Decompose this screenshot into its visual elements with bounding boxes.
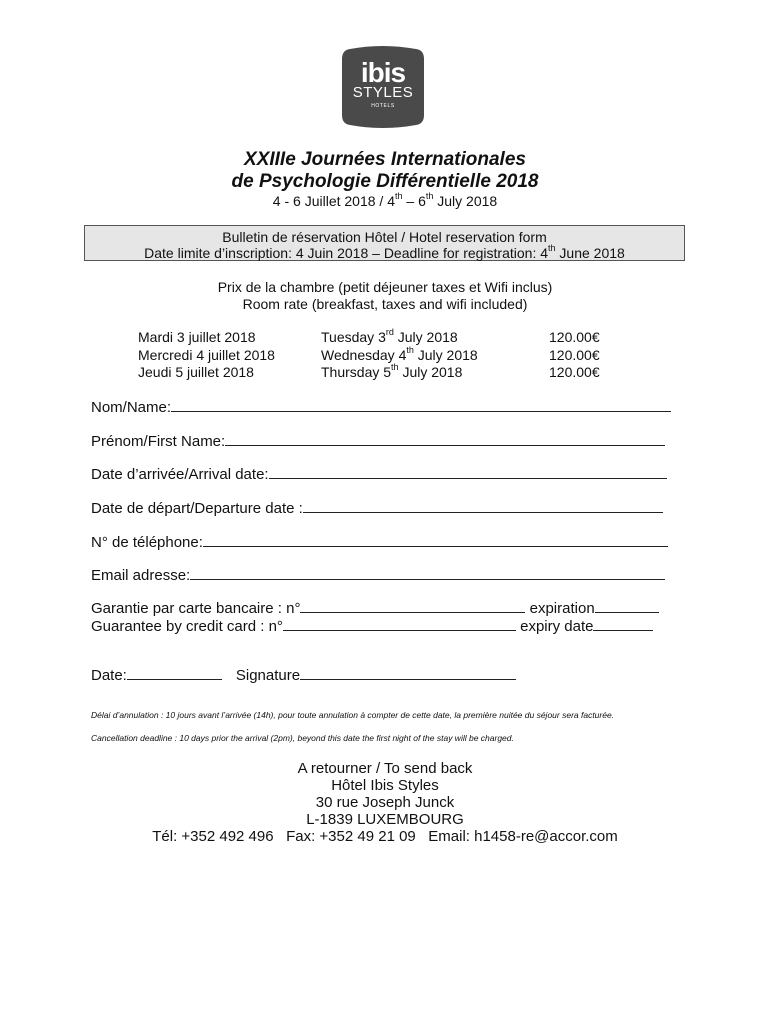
expiry-date-input-line[interactable] <box>593 616 653 631</box>
credit-card-en-field <box>91 616 653 636</box>
phone-input-line[interactable] <box>203 532 668 547</box>
rate-row <box>138 329 618 347</box>
rate-date-en: Wednesday 4th July 2018 <box>321 344 478 363</box>
first-name-input-line[interactable] <box>225 431 665 446</box>
banner-title: Bulletin de réservation Hôtel / Hotel reservation form <box>222 229 547 245</box>
rate-date-en: Tuesday 3rd July 2018 <box>321 327 458 345</box>
banner-deadline: Date limite d’inscription: 4 Juin 2018 – Deadline for registration: 4th June 2018 <box>144 243 625 261</box>
credit-card-fr-field <box>91 598 659 618</box>
reservation-banner <box>84 225 685 261</box>
email-field <box>91 565 665 585</box>
arrival-date-input-line[interactable] <box>269 464 667 479</box>
document-title-line1: XXIIIe Journées Internationales <box>244 149 526 170</box>
rates-table <box>138 329 618 382</box>
expiration-input-line[interactable] <box>595 598 659 613</box>
logo-tag-text: HOTELS <box>371 103 395 109</box>
rate-price: 120.00€ <box>549 346 600 363</box>
date-signature-row <box>91 665 516 685</box>
logo-brand-text: ibis <box>360 57 406 88</box>
rate-date-fr: Mardi 3 juillet 2018 <box>138 329 256 345</box>
rate-row <box>138 344 618 365</box>
document-title-line2: de Psychologie Différentielle 2018 <box>231 171 539 192</box>
departure-date-label: Date de départ/Departure date : <box>91 500 303 517</box>
credit-card-fr-label: Garantie par carte bancaire : n° <box>91 600 301 617</box>
rate-price: 120.00€ <box>549 364 600 380</box>
hotel-contact: Tél: +352 492 496 Fax: +352 49 21 09 Email: h1458-re@accor.com <box>152 828 618 845</box>
arrival-date-field <box>91 464 667 484</box>
email-label: Email adresse: <box>91 567 191 584</box>
hotel-city: L-1839 LUXEMBOURG <box>306 811 464 828</box>
email-input-line[interactable] <box>190 565 665 580</box>
rate-row <box>138 364 618 382</box>
event-dates: 4 - 6 Juillet 2018 / 4th – 6th July 2018 <box>272 191 498 209</box>
phone-label: N° de téléphone: <box>91 534 203 551</box>
rate-date-en: Thursday 5th July 2018 <box>321 362 463 380</box>
cancellation-note-fr: Délai d’annulation : 10 jours avant l’arrivée (14h), pour toute annulation à compter de cette date, la première nuitée du séjour sera facturée. <box>91 710 615 720</box>
hotel-name: Hôtel Ibis Styles <box>331 777 439 794</box>
logo-sub-text: STYLES <box>352 84 414 101</box>
room-rate-en: Room rate (breakfast, taxes and wifi included) <box>242 296 528 312</box>
credit-card-number-line[interactable] <box>300 598 525 613</box>
return-instruction: A retourner / To send back <box>297 760 473 777</box>
date-label: Date: <box>91 667 127 684</box>
rate-date-fr: Jeudi 5 juillet 2018 <box>138 364 254 380</box>
credit-card-en-label: Guarantee by credit card : n° <box>91 618 283 635</box>
ibis-styles-logo <box>340 45 426 129</box>
hotel-street: 30 rue Joseph Junck <box>315 794 455 811</box>
arrival-date-label: Date d’arrivée/Arrival date: <box>91 466 269 483</box>
expiration-label: expiration <box>525 600 595 617</box>
phone-field <box>91 532 668 552</box>
signature-label: Signature <box>235 667 301 684</box>
name-input-line[interactable] <box>171 397 671 412</box>
departure-date-field <box>91 498 663 518</box>
first-name-label: Prénom/First Name: <box>91 433 226 450</box>
rate-price: 120.00€ <box>549 329 600 345</box>
expiry-date-label: expiry date <box>515 618 594 635</box>
first-name-field <box>91 431 665 451</box>
departure-date-input-line[interactable] <box>303 498 663 513</box>
date-input-line[interactable] <box>127 665 222 680</box>
room-rate-fr: Prix de la chambre (petit déjeuner taxes et Wifi inclus) <box>217 279 553 295</box>
name-field <box>91 397 671 417</box>
rate-date-fr: Mercredi 4 juillet 2018 <box>138 346 275 363</box>
cancellation-note-en: Cancellation deadline : 10 days prior the arrival (2pm), beyond this date the first night of the stay will be charged. <box>91 733 514 743</box>
signature-input-line[interactable] <box>300 665 516 680</box>
name-label: Nom/Name: <box>91 399 172 416</box>
credit-card-number-en-line[interactable] <box>283 616 516 631</box>
